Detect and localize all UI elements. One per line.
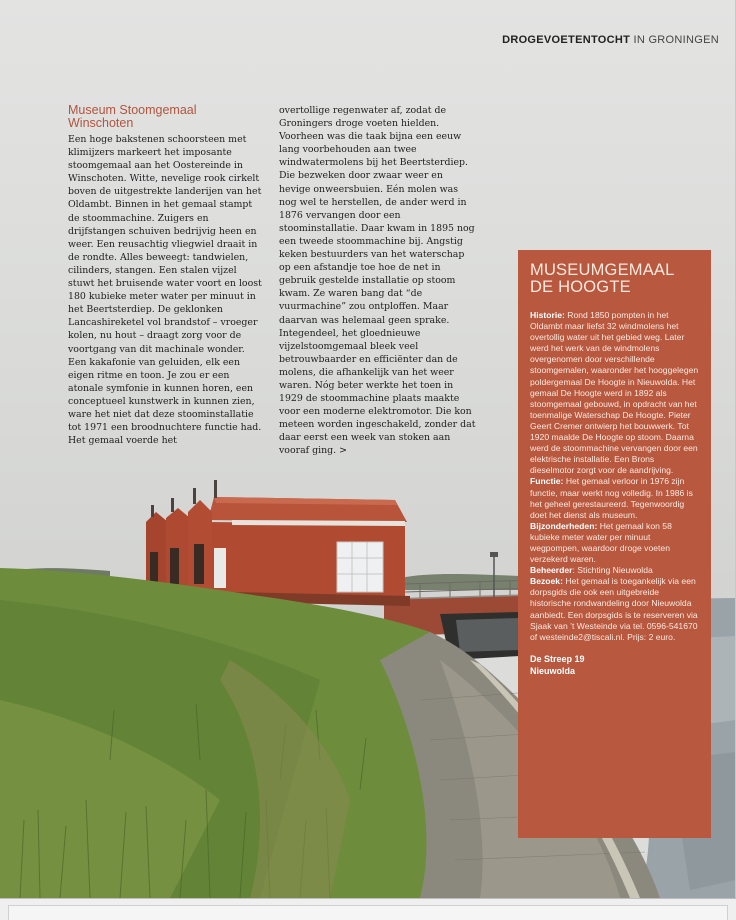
- label-functie: Functie:: [530, 476, 564, 487]
- text-historie: Rond 1850 pompten in het Oldambt maar liefst 32 windmolens het overtollig water uit het gebied weg. Later werd het werk van de windmolens overgenomen door verschillende stoomgemalen, waaronder het hooggelegen poldergemaal De Hoogte in Nieuwolda. Het gemaal De Hoogte werd in 1892 als stoomgemaal gebouwd, in opdracht van het toenmalige Waterschap De Hoogte. Pieter Geert Cremer ontwierp het bouwwerk. Tot 1920 maalde De Hoogte op stoom. Daarna werd de stoommachine vervangen door een elektrische installatie. Een Brons dieselmotor zorgt voor de aandrijving.: [530, 310, 699, 476]
- running-header: [502, 34, 719, 46]
- article-column-1: [68, 104, 265, 447]
- building-window: [337, 542, 383, 592]
- label-historie: Historie:: [530, 310, 565, 320]
- article-title: Museum Stoomgemaal Winschoten: [68, 103, 197, 130]
- info-box-title: MUSEUMGEMAAL DE HOOGTE: [530, 261, 674, 296]
- label-bijzonderheden: Bijzonderheden:: [530, 520, 598, 531]
- info-bezoek: [530, 576, 699, 643]
- address: [530, 653, 699, 677]
- address-town: Nieuwolda: [530, 665, 576, 676]
- article-body-col2: overtollige regenwater af, zodat de Groningers droge voeten hielden. Voorheen was die taak bijna een eeuw lang voorbehouden aan twee windwatermolens bij het Beertsterdiep. Die bezweken door zwaar weer en hevige onweersbuien. Eén molen was nog wel te herstellen, de ander werd in 1876 vervangen door een stoominstallatie. Daar kwam in 1895 nog een tweede stoommachine bij. Angstig keken bestuurders van het waterschap op een afstandje toe hoe de net in gebruik gestelde installatie op stoom kwam. Ze waren bang dat “de vuurmachine” zou ontploffen. Maar daarvan was helemaal geen sprake. Integendeel, het gloednieuwe vijzelstoomgemaal bleek veel betrouwbaarder en efficiënter dan de molens, die afhankelijk van het weer waren. Nóg beter werkte het toen in 1929 de stoommachine plaats maakte voor een moderne elektromotor. Die kon meteen worden ingeschakeld, zonder dat daar eerst een week van stoken aan vooraf ging. >: [279, 105, 476, 457]
- info-beheerder: [530, 565, 699, 576]
- info-box: [518, 250, 711, 838]
- label-bezoek: Bezoek:: [530, 576, 563, 587]
- info-functie: [530, 476, 699, 520]
- address-street: De Streep 19: [530, 653, 585, 664]
- text-bezoek: Het gemaal is toegankelijk via een dorpsgids die ook een uitgebreide historische rondwandeling door Nieuwolda aanbiedt. Een dorpsgids is te reserveren via Sjaak van ’t Westeinde via tel. 0596-541670 of westeinde2@tiscali.nl. Prijs: 2 euro.: [530, 576, 698, 642]
- next-page-edge: [0, 898, 736, 920]
- text-functie: Het gemaal verloor in 1976 zijn functie, maar werkt nog volledig. In 1986 is het geheel gerestaureerd. Tegenwoordig doet het dienst als museum.: [530, 476, 693, 520]
- text-beheerder: : Stichting Nieuwolda: [572, 565, 653, 576]
- label-beheerder: Beheerder: [530, 565, 573, 576]
- info-historie: [530, 310, 699, 476]
- info-bijzonderheden: [530, 521, 699, 565]
- series-title: DROGEVOETENTOCHT: [502, 34, 631, 46]
- article-column-2: [279, 104, 476, 458]
- article-body-col1: Een hoge bakstenen schoorsteen met klimijzers markeert het imposante stoomgemaal aan het Oostereinde in Winschoten. Witte, nevelige rook cirkelt boven de uitgestrekte landerijen van het Oldambt. Binnen in het gemaal stampt de stoommachine. Zuigers en drijfstangen schuiven bedrijvig heen en weer. Een reusachtig vliegwiel draait in de rondte. Alles beweegt: tandwielen, cilinders, stangen. Een stalen vijzel stuwt het bruisende water voort en loost 180 kubieke meter water per minuut in het Beertsterdiep. De geklonken Lancashireketel vol brandstof – vroeger kolen, nu hout – draagt zorg voor de voortgang van dit machinale wonder. Een kakafonie van geluiden, elk een eigen ritme en toon. Je zou er een atonale symfonie in kunnen horen, een conceptueel kunstwerk in kunnen zien, ware het niet dat deze stoominstallatie tot 1971 een broodnuchtere functie had. Het gemaal voerde het: [68, 134, 262, 447]
- text-bijzonderheden: Het gemaal kon 58 kubieke meter water per minuut wegpompen, waardoor droge voeten verzekerd waren.: [530, 520, 672, 565]
- series-region: IN GRONINGEN: [633, 34, 719, 46]
